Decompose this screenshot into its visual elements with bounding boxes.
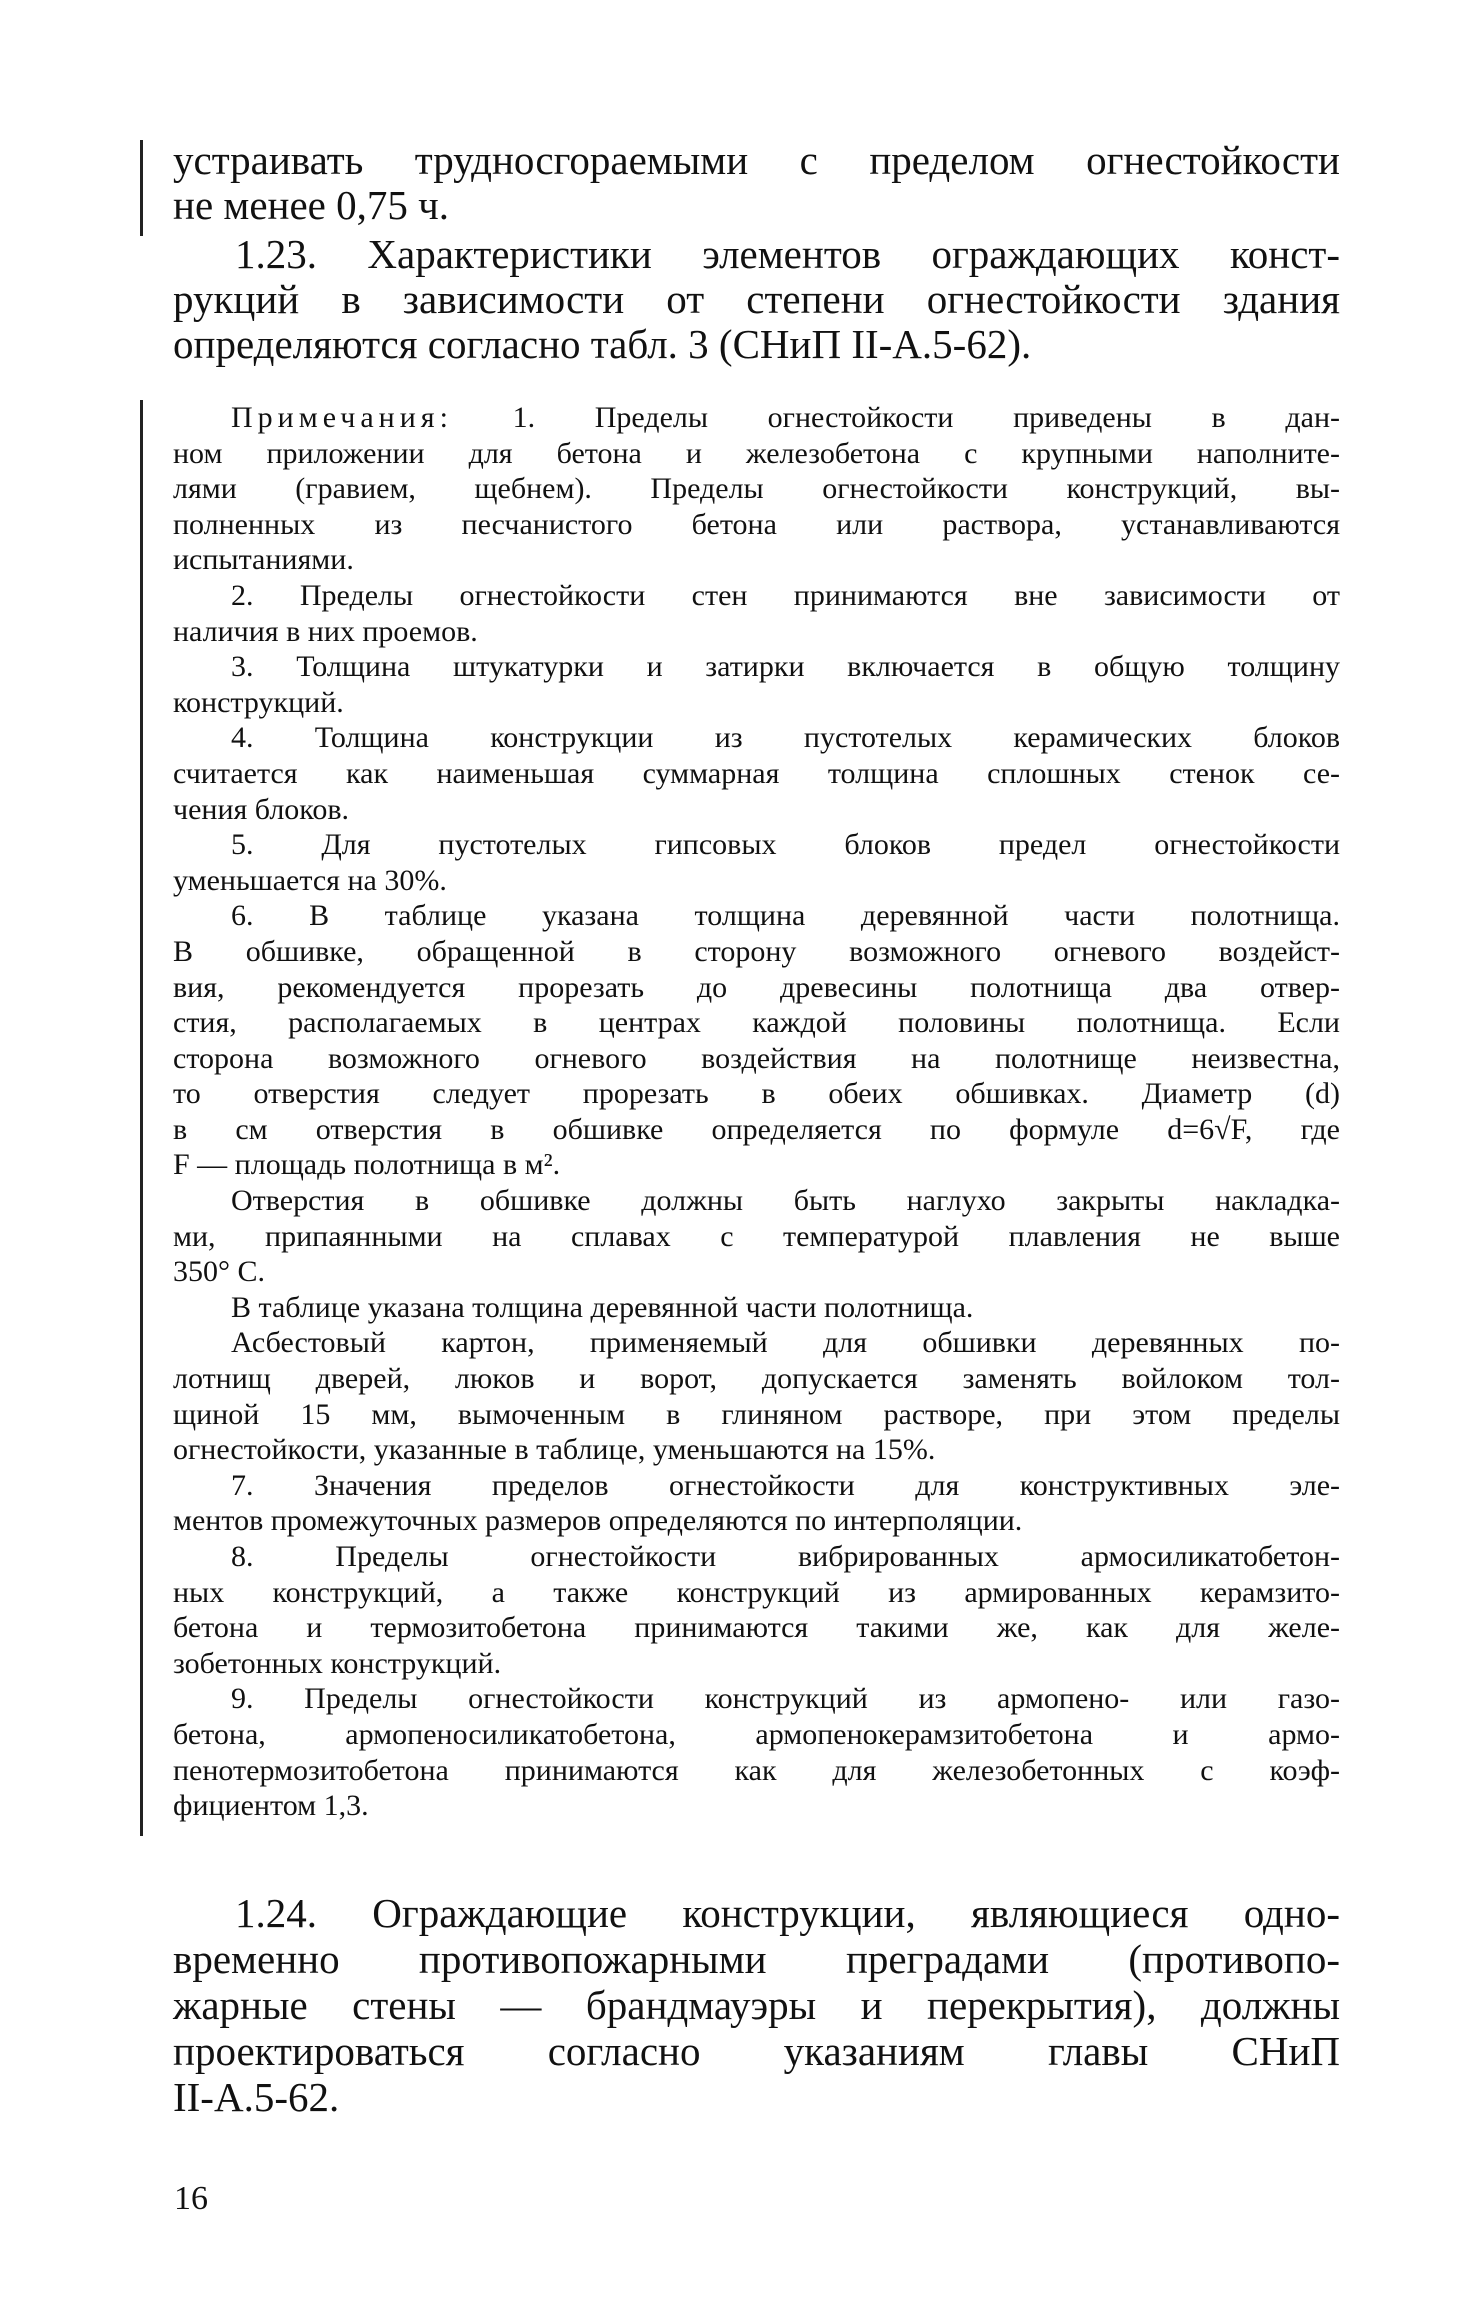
note-paragraph (173, 898, 1340, 1183)
text-line: 2. Пределы огнестойкости стен принимаются вне зависимости от (231, 578, 1340, 612)
text-line: 1.23. Характеристики элементов ограждающих конст- (235, 231, 1340, 277)
paragraph (173, 232, 1340, 367)
text-line: не менее 0,75 ч. (173, 182, 449, 228)
note-paragraph (173, 1290, 1340, 1326)
text-line-content: 1. Пределы огнестойкости приведены в дан- (512, 401, 1340, 434)
text-line: в см отверстия в обшивке определяется по формуле d=6√F, где (173, 1112, 1340, 1146)
text-line: полненных из песчанистого бетона или раствора, устанавливаются (173, 507, 1340, 541)
text-line: В обшивке, обращенной в сторону возможного огневого воздейст- (173, 934, 1340, 968)
paragraph (173, 1890, 1340, 2120)
text-line: 9. Пределы огнестойкости конструкций из армопено- или газо- (231, 1682, 1340, 1716)
text-line: считается как наименьшая суммарная толщина сплошных стенок се- (173, 756, 1340, 790)
text-line: временно противопожарными преградами (противопо- (173, 1936, 1340, 1982)
text-line: рукций в зависимости от степени огнестойкости здания (173, 276, 1340, 322)
text-line: лями (гравием, щебнем). Пределы огнестойкости конструкций, вы- (173, 472, 1340, 506)
text-line: бетона и термозитобетона принимаются такими же, как для желе- (173, 1611, 1340, 1645)
text-line: испытаниями. (173, 543, 354, 577)
section-1-24 (173, 1890, 1340, 2120)
text-line: сторона возможного огневого воздействия на полотнище неизвестна, (173, 1041, 1340, 1075)
text-line: чения блоков. (173, 792, 350, 826)
top-continuation (173, 138, 1340, 228)
text-line: F — площадь полотнища в м². (173, 1148, 561, 1182)
note-paragraph (173, 827, 1340, 898)
page-number: 16 (174, 2180, 208, 2217)
note-paragraph (173, 400, 1340, 578)
text-line: ми, припаянными на сплавах с температурой плавления не выше (173, 1219, 1340, 1253)
text-line: 7. Значения пределов огнестойкости для конструктивных эле- (231, 1468, 1340, 1502)
text-line: уменьшается на 30%. (173, 863, 447, 897)
text-line: 8. Пределы огнестойкости вибрированных армосиликатобетон- (231, 1540, 1340, 1573)
note-paragraph (173, 1183, 1340, 1290)
text-line: 4. Толщина конструкции из пустотелых керамических блоков (231, 721, 1340, 755)
text-line: пенотермозитобетона принимаются как для железобетонных с коэф- (173, 1753, 1340, 1787)
text-line: наличия в них проемов. (173, 614, 478, 648)
text-line: лотнищ дверей, люков и ворот, допускается заменять войлоком тол- (173, 1362, 1340, 1396)
text-line: огнестойкости, указанные в таблице, уменьшаются на 15%. (173, 1433, 936, 1467)
text-line: 5. Для пустотелых гипсовых блоков предел огнестойкости (231, 828, 1340, 862)
text-line: зобетонных конструкций. (173, 1646, 502, 1680)
text-line: 350° С. (173, 1255, 266, 1289)
paragraph (173, 138, 1340, 228)
text-line (173, 400, 1340, 436)
text-line: бетона, армопеносиликатобетона, армопенокерамзитобетона и армо- (173, 1717, 1340, 1751)
section-1-23 (173, 232, 1340, 367)
text-line: устраивать трудносгораемыми с пределом огнестойкости (173, 137, 1340, 183)
margin-change-bar-notes (140, 400, 143, 1836)
text-line: стия, располагаемых в центрах каждой половины полотнища. Если (173, 1006, 1340, 1040)
text-line: II-А.5-62. (173, 2074, 340, 2120)
text-line: конструкций. (173, 685, 344, 719)
text-line: В таблице указана толщина деревянной части полотнища. (231, 1290, 974, 1324)
notes-heading: Примечания: (231, 401, 453, 434)
notes-block (173, 400, 1340, 1824)
notes-heading-wrap (231, 401, 513, 434)
text-line: проектироваться согласно указаниям главы СНиП (173, 2028, 1340, 2074)
text-line: щиной 15 мм, вымоченным в глиняном растворе, при этом пределы (173, 1397, 1340, 1431)
text-line: 6. В таблице указана толщина деревянной части полотнища. (231, 899, 1340, 933)
text-line: 3. Толщина штукатурки и затирки включается в общую толщину (231, 650, 1340, 684)
note-paragraph (173, 1539, 1340, 1681)
text-line: Отверстия в обшивке должны быть наглухо закрыты накладка- (231, 1184, 1340, 1218)
text-line: вия, рекомендуется прорезать до древесины полотнища два отвер- (173, 970, 1340, 1004)
text-line: жарные стены — брандмауэры и перекрытия), должны (173, 1982, 1340, 2028)
note-paragraph (173, 720, 1340, 827)
text-line: Асбестовый картон, применяемый для обшивки деревянных по- (231, 1326, 1340, 1360)
note-paragraph (173, 1325, 1340, 1467)
note-paragraph (173, 1681, 1340, 1823)
note-paragraph (173, 578, 1340, 649)
text-line: 1.24. Ограждающие конструкции, являющиеся одно- (235, 1890, 1340, 1936)
text-line: ном приложении для бетона и железобетона с крупными наполните- (173, 436, 1340, 470)
text-line: фициентом 1,3. (173, 1789, 369, 1823)
text-line: ментов промежуточных размеров определяются по интерполяции. (173, 1504, 1023, 1538)
note-paragraph (173, 649, 1340, 720)
note-paragraph (173, 1468, 1340, 1539)
text-line: то отверстия следует прорезать в обеих обшивках. Диаметр (d) (173, 1077, 1340, 1111)
margin-change-bar-top (140, 140, 143, 236)
text-line: ных конструкций, а также конструкций из армированных керамзито- (173, 1575, 1340, 1609)
text-line: определяются согласно табл. 3 (СНиП II-А.5-62). (173, 321, 1032, 367)
